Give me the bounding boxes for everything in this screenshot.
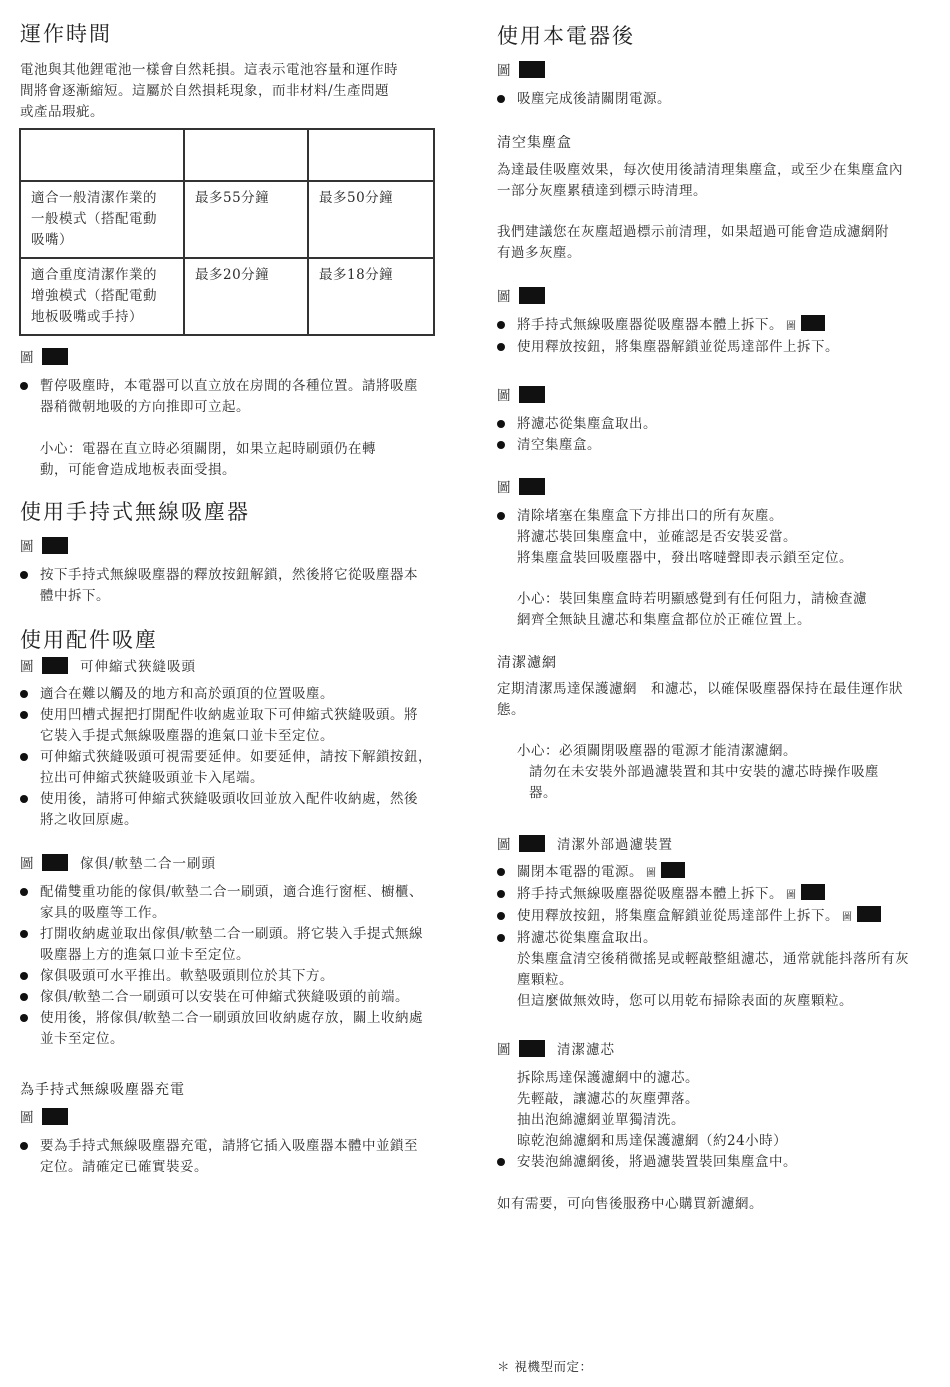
figure-mark: 圖: [786, 890, 797, 901]
charging-title: 為手持式無線吸塵器充電: [20, 1082, 185, 1098]
figure-label: 圖: [497, 289, 511, 305]
bullet-icon: [497, 912, 505, 920]
table-cell: 最多20分鐘: [184, 258, 308, 335]
table-header-cell: [184, 129, 308, 181]
figure-placeholder: [519, 1040, 545, 1057]
empty-bin-paragraph: 為達最佳吸塵效果，每次使用後請清理集塵盒，或至少在集塵盒內 一部分灰塵累積達到標示時清理。: [497, 162, 903, 199]
figure-label: 圖: [20, 350, 34, 366]
after-use-title: 使用本電器後: [497, 24, 635, 48]
figure-placeholder: [42, 657, 68, 674]
figure-title: 可伸縮式狹縫吸頭: [80, 659, 196, 675]
list-item: 吸塵完成後請關閉電源。: [497, 89, 671, 110]
caution-text: 小心：電器在直立時必須關閉，如果立起時刷頭仍在轉 動，可能會造成地板表面受損。: [40, 441, 376, 478]
list-item: 關閉本電器的電源。 圖: [497, 862, 909, 884]
bullet-icon: [497, 321, 505, 329]
handheld-title: 使用手持式無線吸塵器: [20, 500, 250, 524]
bullet-icon: [497, 95, 505, 103]
bullet-icon: [497, 868, 505, 876]
list-item: 適合在難以觸及的地方和高於頭頂的位置吸塵。: [20, 684, 432, 705]
list-item: 按下手持式無線吸塵器的釋放按鈕解鎖，然後將它從吸塵器本 體中拆下。: [20, 565, 418, 607]
bullet-icon: [497, 1158, 505, 1166]
accessory-title: 使用配件吸塵: [20, 628, 158, 652]
figure-ref: [20, 1106, 68, 1126]
figure-ref: [497, 59, 545, 79]
figure-placeholder: [519, 835, 545, 852]
empty-bin-title: 清空集塵盒: [497, 135, 572, 151]
list-item: 將濾芯從集塵盒取出。 於集塵盒清空後稍微搖晃或輕敲整組濾芯，通常就能抖落所有灰 塵顆粒。 但這麼做無效時，您可以用乾布掃除表面的灰塵顆粒。: [497, 928, 909, 1012]
figure-label: 圖: [20, 856, 34, 872]
bullet-icon: [20, 795, 28, 803]
runtime-table: [19, 128, 435, 336]
footnote: ＊ 視機型而定：: [497, 1359, 593, 1374]
bullet-icon: [497, 420, 505, 428]
bullet-icon: [20, 753, 28, 761]
bullet-icon: [497, 512, 505, 520]
figure-placeholder: [519, 478, 545, 495]
figure-placeholder: [857, 906, 881, 922]
figure-title: 清潔外部過濾裝置: [557, 837, 673, 853]
filter-title: 清潔濾網: [497, 655, 557, 671]
figure-title: 傢俱/軟墊二合一刷頭: [80, 856, 217, 872]
table-cell-mode: 適合重度清潔作業的 增強模式（搭配電動 地板吸嘴或手持）: [20, 258, 184, 335]
figure-placeholder: [519, 287, 545, 304]
bullet-icon: [20, 1014, 28, 1022]
bullet-icon: [20, 972, 28, 980]
bullet-list: [20, 684, 432, 831]
bullet-list: [20, 882, 423, 1050]
list-item: 將手持式無線吸塵器從吸塵器本體上拆下。 圖: [497, 884, 909, 906]
bullet-icon: [20, 690, 28, 698]
list-item: 暫停吸塵時，本電器可以直立放在房間的各種位置。請將吸塵 器稍微朝地吸的方向推即可立起。: [20, 376, 418, 418]
table-cell: 最多18分鐘: [308, 258, 434, 335]
figure-placeholder: [661, 862, 685, 878]
bullet-icon: [20, 711, 28, 719]
bullet-icon: [20, 888, 28, 896]
figure-label: 圖: [20, 1110, 34, 1126]
figure-label: 圖: [497, 480, 511, 496]
caution-text: 小心：裝回集塵盒時若明顯感覺到有任何阻力，請檢查濾 網齊全無缺且濾芯和集塵盒都位於正確位置上。: [517, 591, 867, 628]
table-header-cell: [20, 129, 184, 181]
list-item: 打開收納處並取出傢俱/軟墊二合一刷頭。將它裝入手提式無線 吸塵器上方的進氣口並卡至定位。: [20, 924, 423, 966]
figure-mark: 圖: [786, 321, 797, 332]
bullet-list: [497, 414, 657, 456]
table-cell-mode: 適合一般清潔作業的 一般模式（搭配電動 吸嘴）: [20, 181, 184, 258]
figure-label: 圖: [497, 388, 511, 404]
bullet-icon: [497, 890, 505, 898]
bullet-list: [497, 862, 909, 1012]
list-item: 使用後，將傢俱/軟墊二合一刷頭放回收納處存放，關上收納處 並卡至定位。: [20, 1008, 423, 1050]
runtime-paragraph: 電池與其他鋰電池一樣會自然耗損。這表示電池容量和運作時 間將會逐漸縮短。這屬於自然損耗現象，而非材料/生產問題 或產品瑕疵。: [20, 62, 398, 120]
figure-placeholder: [801, 884, 825, 900]
list-item: 使用釋放按鈕，將集塵盒解鎖並從馬達部件上拆下。 圖: [497, 906, 909, 928]
empty-bin-paragraph: 我們建議您在灰塵超過標示前清理，如果超過可能會造成濾網附 有過多灰塵。: [497, 224, 889, 261]
figure-placeholder: [42, 348, 68, 365]
table-cell: 最多55分鐘: [184, 181, 308, 258]
list-item: 將手持式無線吸塵器從吸塵器本體上拆下。 圖: [497, 315, 839, 337]
figure-mark: 圖: [842, 912, 853, 923]
figure-ref: [497, 1038, 615, 1058]
list-item: 使用凹槽式握把打開配件收納處並取下可伸縮式狹縫吸頭。將 它裝入手提式無線吸塵器的進氣口並卡至定位。: [20, 705, 432, 747]
figure-ref: [497, 476, 545, 496]
figure-label: 圖: [497, 1042, 511, 1058]
table-cell: 最多50分鐘: [308, 181, 434, 258]
bullet-icon: [20, 993, 28, 1001]
figure-ref: [20, 346, 68, 366]
figure-label: 圖: [20, 659, 34, 675]
bullet-icon: [497, 441, 505, 449]
filter-paragraph: 定期清潔馬達保護濾網 和濾芯，以確保吸塵器保持在最佳運作狀 態。: [497, 681, 903, 718]
figure-label: 圖: [497, 837, 511, 853]
figure-placeholder: [519, 386, 545, 403]
list-item: 清除堵塞在集塵盒下方排出口的所有灰塵。 將濾芯裝回集塵盒中，並確認是否安裝妥當。 將集塵盒裝回吸塵器中，發出喀噠聲即表示鎖至定位。: [497, 506, 853, 569]
figure-ref: [497, 833, 673, 853]
figure-placeholder: [42, 854, 68, 871]
bullet-list: [20, 565, 418, 607]
bullet-icon: [20, 382, 28, 390]
figure-mark: 圖: [646, 868, 657, 879]
list-item: 傢俱吸頭可水平推出。軟墊吸頭則位於其下方。: [20, 966, 423, 987]
list-item: 使用釋放按鈕，將集塵器解鎖並從馬達部件上拆下。: [497, 337, 839, 358]
table-row: [20, 181, 434, 258]
list-item: 清空集塵盒。: [497, 435, 657, 456]
bullet-list: [497, 506, 853, 569]
bullet-list: [20, 1136, 418, 1178]
figure-ref: [20, 852, 216, 872]
figure-placeholder: [42, 1108, 68, 1125]
bullet-icon: [20, 571, 28, 579]
filter-steps: 拆除馬達保護濾網中的濾芯。 先輕敲，讓濾芯的灰塵彈落。 抽出泡綿濾網並單獨清洗。 晾乾泡綿濾網和馬達保護濾網（約24小時）: [517, 1070, 788, 1149]
table-header-row: [20, 129, 434, 181]
list-item: 要為手持式無線吸塵器充電，請將它插入吸塵器本體中並鎖至 定位。請確定已確實裝妥。: [20, 1136, 418, 1178]
table-header-cell: [308, 129, 434, 181]
figure-placeholder: [801, 315, 825, 331]
figure-label: 圖: [20, 539, 34, 555]
list-item: 使用後，請將可伸縮式狹縫吸頭收回並放入配件收納處，然後 將之收回原處。: [20, 789, 432, 831]
figure-ref: [20, 655, 196, 675]
figure-placeholder: [42, 537, 68, 554]
caution-text: 小心：必須關閉吸塵器的電源才能清潔濾網。 請勿在未安裝外部過濾裝置和其中安裝的濾芯時操作吸塵 器。: [517, 743, 879, 801]
runtime-title: 運作時間: [20, 22, 112, 46]
bullet-icon: [497, 343, 505, 351]
list-item: 安裝泡綿濾網後，將過濾裝置裝回集塵盒中。: [497, 1152, 797, 1173]
bullet-list: [497, 315, 839, 358]
figure-ref: [497, 285, 545, 305]
figure-ref: [20, 535, 68, 555]
bullet-icon: [497, 934, 505, 942]
list-item: 可伸縮式狹縫吸頭可視需要延伸。如要延伸，請按下解鎖按鈕， 拉出可伸縮式狹縫吸頭並卡入尾端。: [20, 747, 432, 789]
figure-label: 圖: [497, 63, 511, 79]
figure-title: 清潔濾芯: [557, 1042, 615, 1058]
bullet-list: [20, 376, 418, 418]
bullet-list: [497, 89, 671, 110]
list-item: 配備雙重功能的傢俱/軟墊二合一刷頭，適合進行窗框、櫥櫃、 家具的吸塵等工作。: [20, 882, 423, 924]
bullet-list: [497, 1152, 797, 1173]
figure-placeholder: [519, 61, 545, 78]
bullet-icon: [20, 1142, 28, 1150]
list-item: 將濾芯從集塵盒取出。: [497, 414, 657, 435]
table-row: [20, 258, 434, 335]
list-item: 傢俱/軟墊二合一刷頭可以安裝在可伸縮式狹縫吸頭的前端。: [20, 987, 423, 1008]
closing-text: 如有需要，可向售後服務中心購買新濾網。: [497, 1196, 763, 1212]
figure-ref: [497, 384, 545, 404]
bullet-icon: [20, 930, 28, 938]
